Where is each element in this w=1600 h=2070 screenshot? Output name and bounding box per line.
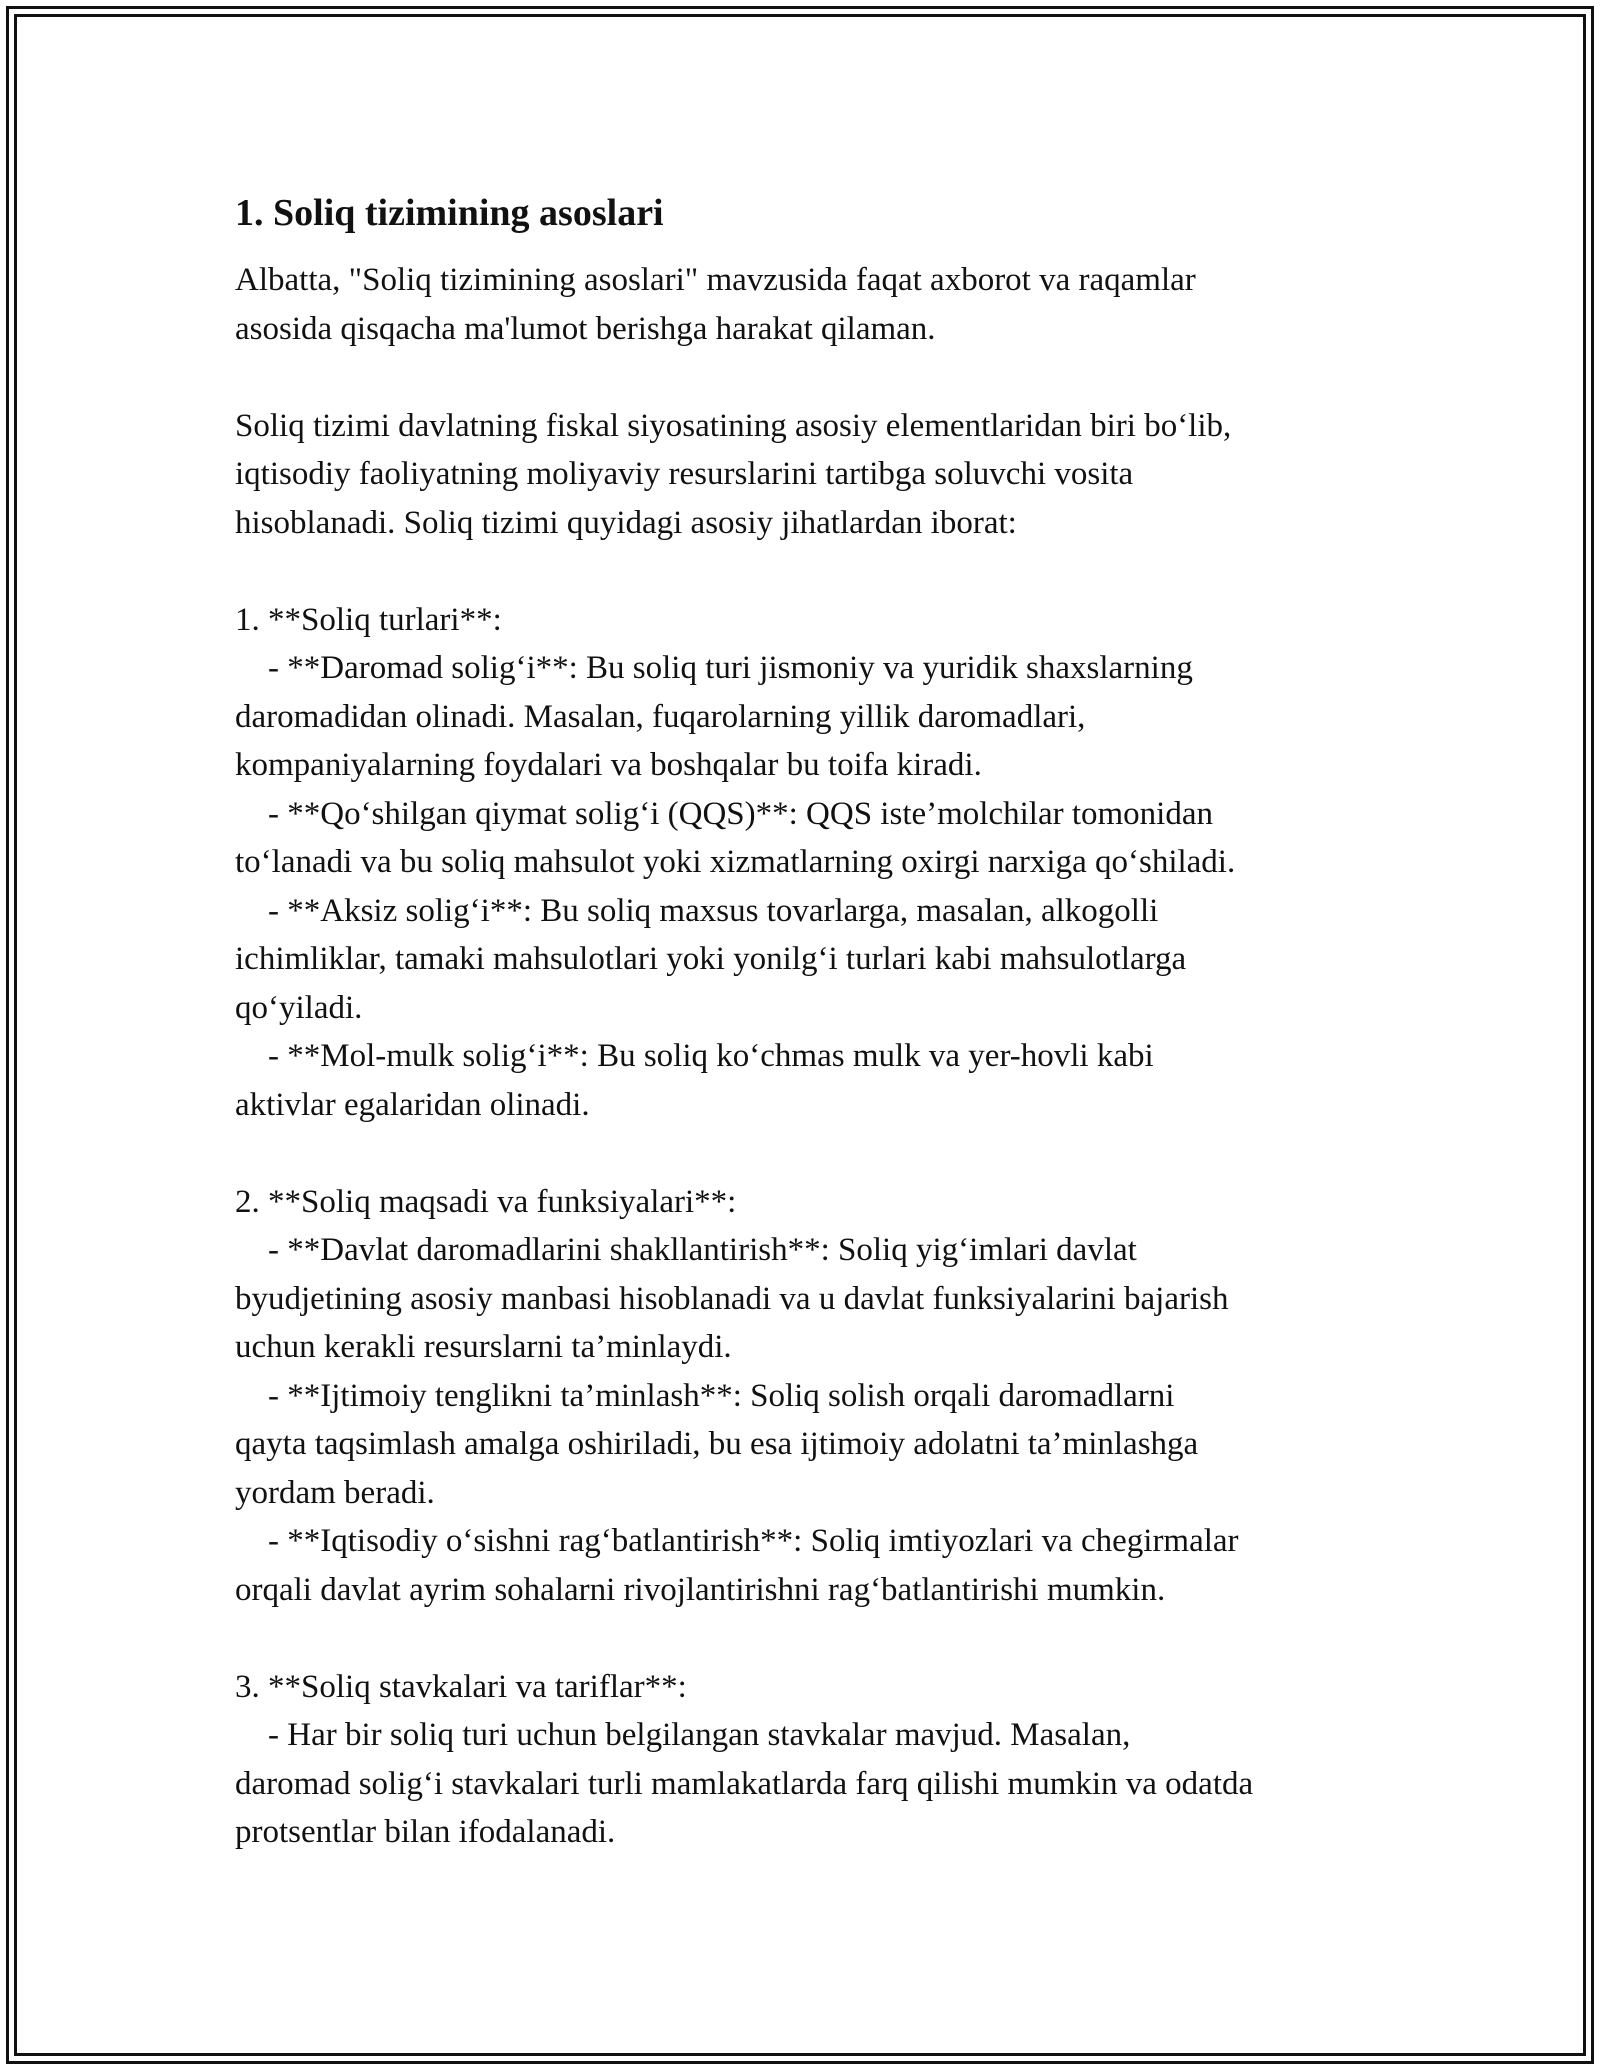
text-line: - **Aksiz solig‘i**: Bu soliq maxsus tovarlarga, masalan, alkogolli (235, 892, 1159, 929)
blank-line (235, 1614, 1375, 1663)
text-line: qo‘yiladi. (235, 989, 363, 1026)
text-line: yordam beradi. (235, 1474, 435, 1511)
text-line: - **Qo‘shilgan qiymat solig‘i (QQS)**: QQS iste’molchilar tomonidan (235, 795, 1213, 832)
text-line: iqtisodiy faoliyatning moliyaviy resurslarini tartibga soluvchi vosita (235, 456, 1134, 492)
text-line: orqali davlat ayrim sohalarni rivojlantirishni rag‘batlantirishi mumkin. (235, 1571, 1166, 1608)
text-line: byudjetining asosiy manbasi hisoblanadi va u davlat funksiyalarini bajarish (235, 1280, 1229, 1317)
blank-line (235, 1129, 1375, 1178)
list-heading: 3. **Soliq stavkalari va tariflar**: (235, 1668, 687, 1705)
text-line: kompaniyalarning foydalari va boshqalar bu toifa kiradi. (235, 747, 982, 783)
text-line: - Har bir soliq turi uchun belgilangan stavkalar mavjud. Masalan, (235, 1717, 1131, 1753)
text-line: hisoblanadi. Soliq tizimi quyidagi asosiy jihatlardan iborat: (235, 504, 1017, 541)
page-title: 1. Soliq tizimining asoslari (235, 192, 664, 234)
list-heading: 2. **Soliq maqsadi va funksiyalari**: (235, 1183, 737, 1220)
text-line: aktivlar egalaridan olinadi. (235, 1086, 590, 1123)
text-line: uchun kerakli resurslarni ta’minlaydi. (235, 1329, 732, 1365)
text-line: asosida qisqacha ma'lumot berishga harakat qilaman. (235, 310, 936, 347)
text-line: - **Davlat daromadlarini shakllantirish**: Soliq yig‘imlari davlat (235, 1232, 1137, 1268)
list-heading: 1. **Soliq turlari**: (235, 601, 502, 638)
text-line: to‘lanadi va bu soliq mahsulot yoki xizmatlarning oxirgi narxiga qo‘shiladi. (235, 844, 1236, 880)
blank-line (235, 353, 1375, 402)
text-line: - **Mol-mulk solig‘i**: Bu soliq ko‘chmas mulk va yer-hovli kabi (235, 1038, 1154, 1074)
text-line: Albatta, "Soliq tizimining asoslari" mavzusida faqat axborot va raqamlar (235, 262, 1196, 298)
text-line: - **Daromad solig‘i**: Bu soliq turi jismoniy va yuridik shaxslarning (235, 650, 1193, 686)
blank-line (235, 547, 1375, 596)
text-line: daromadidan olinadi. Masalan, fuqarolarning yillik daromadlari, (235, 698, 1086, 735)
document-body (235, 188, 1375, 1857)
text-line: protsentlar bilan ifodalanadi. (235, 1814, 616, 1850)
text-line: daromad solig‘i stavkalari turli mamlakatlarda farq qilishi mumkin va odatda (235, 1765, 1254, 1802)
text-line: qayta taqsimlash amalga oshiriladi, bu esa ijtimoiy adolatni ta’minlashga (235, 1426, 1199, 1462)
text-line: - **Ijtimoiy tenglikni ta’minlash**: Soliq solish orqali daromadlarni (235, 1377, 1175, 1414)
text-line: Soliq tizimi davlatning fiskal siyosatining asosiy elementlaridan biri bo‘lib, (235, 407, 1232, 444)
text-line: ichimliklar, tamaki mahsulotlari yoki yonilg‘i turlari kabi mahsulotlarga (235, 941, 1187, 977)
text-line: - **Iqtisodiy o‘sishni rag‘batlantirish**: Soliq imtiyozlari va chegirmalar (235, 1523, 1239, 1559)
